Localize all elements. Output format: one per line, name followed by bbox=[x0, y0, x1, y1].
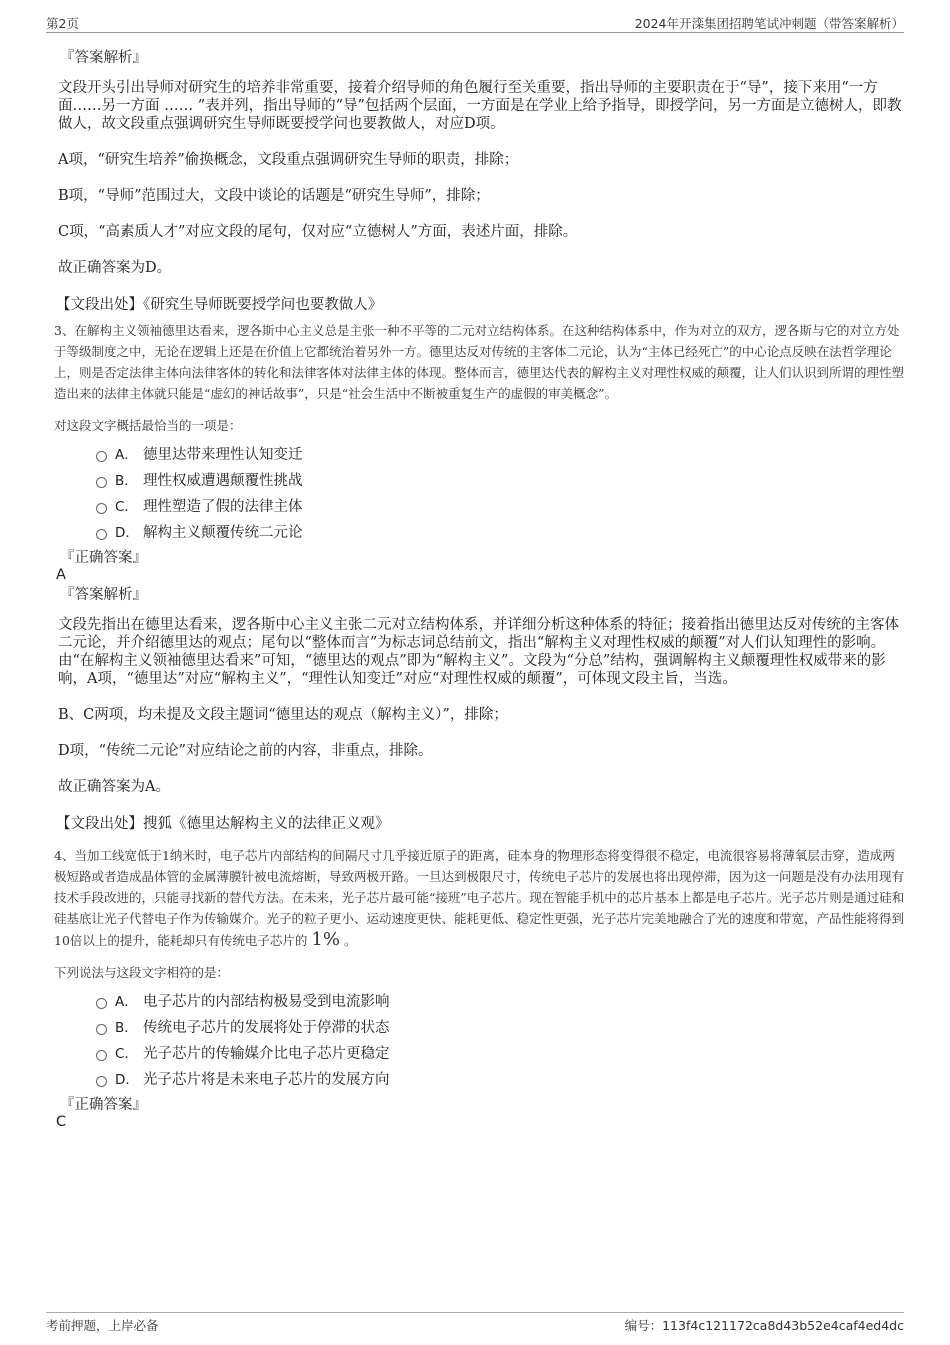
option-c[interactable]: C． 光子芯片的传输媒介比电子芯片更稳定 bbox=[96, 1043, 906, 1069]
radio-icon[interactable] bbox=[96, 529, 107, 540]
footer-slogan: 考前押题，上岸必备 bbox=[46, 1318, 159, 1333]
page-number: 第2页 bbox=[46, 16, 79, 31]
option-b[interactable]: B． 理性权威遭遇颠覆性挑战 bbox=[96, 470, 906, 496]
option-d[interactable]: D． 解构主义颠覆传统二元论 bbox=[96, 522, 906, 548]
correct-answer: A bbox=[56, 567, 66, 583]
correct-answer-title: 『正确答案』 bbox=[60, 550, 147, 566]
analysis-paragraph: B、C两项，均未提及文段主题词“德里达的观点（解构主义）”，排除； bbox=[58, 707, 508, 723]
text-source: 【文段出处】《研究生导师既要授学问也要教做人》 bbox=[56, 297, 383, 313]
document-title: 2024年开滦集团招聘笔试冲刺题（带答案解析） bbox=[634, 16, 904, 31]
radio-icon[interactable] bbox=[96, 998, 107, 1009]
percent-value: 1% bbox=[311, 929, 340, 950]
radio-icon[interactable] bbox=[96, 1076, 107, 1087]
analysis-paragraph: 文段先指出在德里达看来，逻各斯中心主义主张二元对立结构体系，并详细分析这种体系的特征；接着指出德里达反对传统的主客体二元论，并介绍德里达的观点；尾句以“整体而言”为标志词总结前文，指出“解构主义对理性权威的颠覆”对人们认知理性的影响。由“在解构主义领袖德里达看来”可知，“德里达的观点”即为“解构主义”。文段为“分总”结构，强调解构主义颠覆理性权威带来的影响，A项，“德里达”对应“解构主义”，“理性认知变迁”对应“对理性权威的颠覆”，可体现文段主旨，当选。 bbox=[58, 617, 899, 687]
radio-icon[interactable] bbox=[96, 451, 107, 462]
option-a[interactable]: A． 电子芯片的内部结构极易受到电流影响 bbox=[96, 991, 906, 1017]
option-d[interactable]: D． 光子芯片将是未来电子芯片的发展方向 bbox=[96, 1069, 906, 1095]
correct-answer-title: 『正确答案』 bbox=[60, 1097, 147, 1113]
option-a[interactable]: A． 德里达带来理性认知变迁 bbox=[96, 444, 906, 470]
question-3-text: 3、在解构主义领袖德里达看来，逻各斯中心主义总是主张一种不平等的二元对立结构体系。在这种结构体系中，作为对立的双方，逻各斯与它的对立方处于等级制度之中，无论在逻辑上还是在价值上它都统治着另外一方。德里达反对传统的主客体二元论，认为“主体已经死亡”的中心论点反映在法哲学理论上，则是否定法律主体向法律客体的转化和法律客体对法律主体的体现。整体而言，德里达代表的解构主义对理性权威的颠覆，让人们认识到所谓的理性塑造出来的法律主体就只能是“虚幻的神话故事”，只是“社会生活中不断被重复生产的虚假的审美概念”。 bbox=[54, 323, 905, 401]
option-c[interactable]: C． 理性塑造了假的法律主体 bbox=[96, 496, 906, 522]
radio-icon[interactable] bbox=[96, 1024, 107, 1035]
analysis-title: 『答案解析』 bbox=[60, 50, 147, 66]
question-3-options bbox=[96, 444, 906, 548]
analysis-paragraph: C项，“高素质人才”对应文段的尾句，仅对应“立德树人”方面，表述片面，排除。 bbox=[58, 224, 578, 240]
analysis-paragraph: A项，“研究生培养”偷换概念，文段重点强调研究生导师的职责，排除； bbox=[58, 152, 519, 168]
page-content bbox=[56, 46, 906, 1130]
correct-answer: C bbox=[56, 1114, 67, 1130]
radio-icon[interactable] bbox=[96, 1050, 107, 1061]
analysis-conclusion: 故正确答案为A。 bbox=[58, 779, 170, 795]
analysis-title: 『答案解析』 bbox=[60, 587, 147, 603]
text-source: 【文段出处】搜狐《德里达解构主义的法律正义观》 bbox=[56, 816, 390, 832]
option-b[interactable]: B． 传统电子芯片的发展将处于停滞的状态 bbox=[96, 1017, 906, 1043]
analysis-conclusion: 故正确答案为D。 bbox=[58, 260, 172, 276]
document-code: 编号：113f4c121172ca8d43b52e4caf4ed4dc bbox=[624, 1318, 904, 1333]
radio-icon[interactable] bbox=[96, 503, 107, 514]
analysis-paragraph: 文段开头引出导师对研究生的培养非常重要，接着介绍导师的角色履行至关重要，指出导师的主要职责在于“导”，接下来用“一方面……另一方面 …… ”表并列，指出导师的“导”包括两个层面，一方面是在学业上给予指导，即授学问，另一方面是立德树人，即教做人，故文段重点强调研究生导师既要授学问也要教做人，对应D项。 bbox=[58, 80, 902, 132]
page-header bbox=[46, 14, 904, 33]
analysis-paragraph: D项，“传统二元论”对应结论之前的内容，非重点，排除。 bbox=[58, 743, 433, 759]
question-4-text: 4、当加工线宽低于1纳米时，电子芯片内部结构的间隔尺寸几乎接近原子的距离，硅本身的物理形态将变得很不稳定，电流很容易将薄氧层击穿，造成两极短路或者造成晶体管的金属薄膜针被电流熔断，导致两极开路。一旦达到极限尺寸，传统电子芯片的发展也将出现停滞，因为这一问题是没有办法用现有技术手段改进的，只能寻找新的替代方法。在未来，光子芯片最可能“接班”电子芯片。现在智能手机中的芯片基本上都是电子芯片。光子芯片则是通过硅和硅基底让光子代替电子作为传输媒介。光子的粒子更小、运动速度更快、能耗更低、稳定性更强，光子芯片完美地融合了光的速度和带宽，产品性能将得到10倍以上的提升，能耗却只有传统电子芯片的 1% 。 bbox=[54, 848, 905, 950]
page-footer bbox=[46, 1312, 904, 1336]
analysis-paragraph: B项，“导师”范围过大，文段中谈论的话题是“研究生导师”，排除； bbox=[58, 188, 490, 204]
question-4-options bbox=[96, 991, 906, 1095]
radio-icon[interactable] bbox=[96, 477, 107, 488]
question-3-prompt: 对这段文字概括最恰当的一项是： bbox=[54, 418, 242, 433]
question-4-prompt: 下列说法与这段文字相符的是： bbox=[54, 965, 230, 980]
